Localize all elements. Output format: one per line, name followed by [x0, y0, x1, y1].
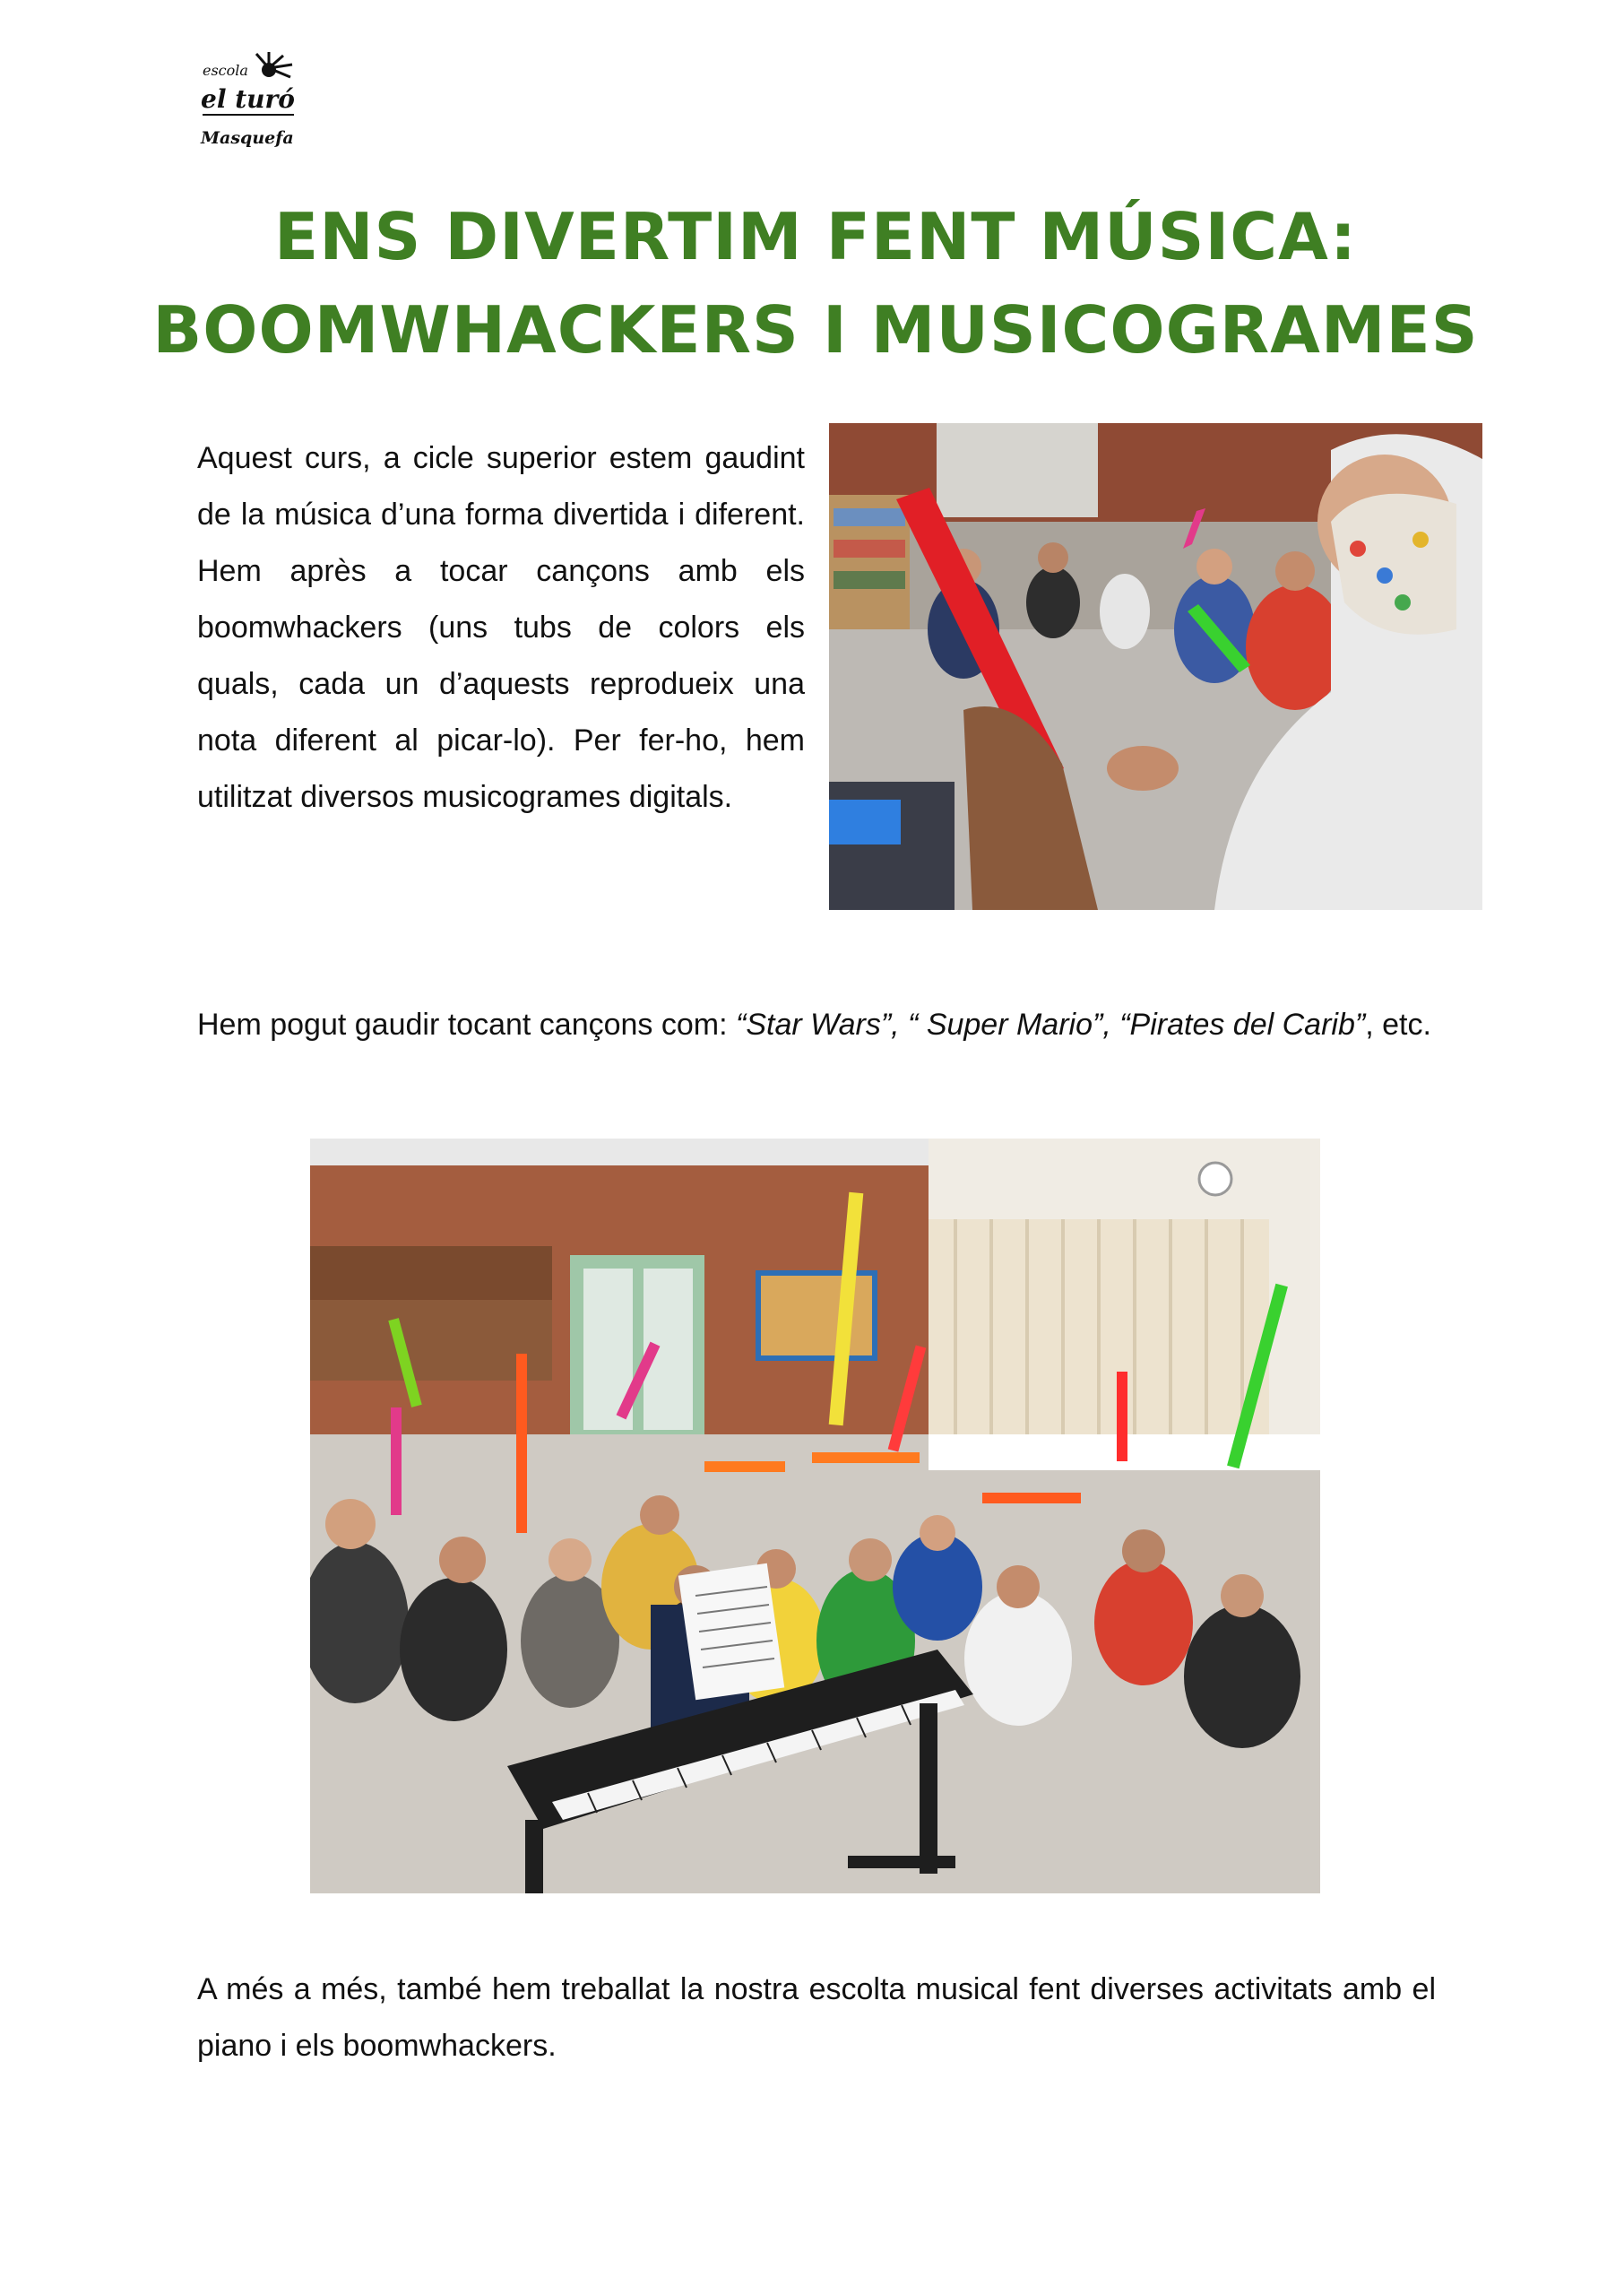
boomwhackers-closeup-photo: [829, 423, 1482, 910]
closing-paragraph: A més a més, també hem treballat la nostra escolta musical fent diverses activitats amb el piano i els boomwhackers.: [197, 1972, 1436, 2063]
title-line-1: ENS DIVERTIM FENT MÚSICA:: [274, 199, 1357, 274]
logo-text-bottom: Masquefa: [201, 128, 294, 148]
title-line-2: BOOMWHACKERS I MUSICOGRAMES: [152, 292, 1479, 368]
logo-text-mid: el turó: [201, 84, 295, 114]
page-title: [125, 190, 1506, 377]
songs-paragraph: [197, 997, 1436, 1053]
classroom-piano-photo: [310, 1139, 1320, 1893]
logo-text-top: escola: [203, 62, 248, 79]
songs-outro: , etc.: [1365, 1008, 1431, 1042]
songs-list: “Star Wars”, “ Super Mario”, “Pirates del Carib”: [736, 1008, 1366, 1042]
songs-intro: Hem pogut gaudir tocant cançons com:: [197, 1008, 736, 1042]
intro-paragraph: Aquest curs, a cicle superior estem gaudint de la música d’una forma divertida i diferent. Hem après a tocar cançons amb els boomwhackers (uns tubs de colors els quals, cada un d’aquests reprodueix una nota diferent al picar-lo). Per fer-ho, hem utilitzat diversos musicogrames digitals.: [197, 441, 805, 814]
school-logo: [197, 48, 299, 154]
